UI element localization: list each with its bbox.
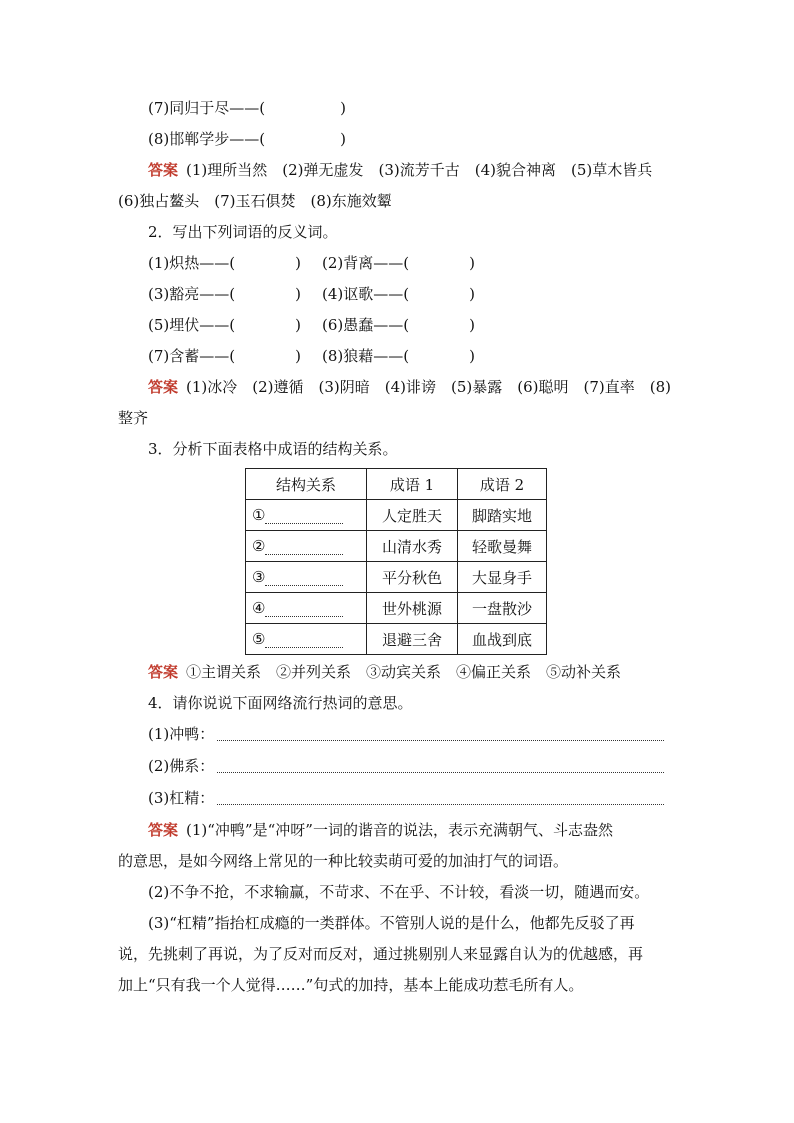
idiom-1-cell: 平分秋色 xyxy=(367,562,458,593)
row-number: ② xyxy=(252,537,266,555)
idiom-1-cell: 退避三舍 xyxy=(367,624,458,655)
q1-item-8: (8)邯郸学步——( ) xyxy=(148,130,346,148)
answer-blank[interactable] xyxy=(265,540,343,555)
row-number: ③ xyxy=(252,568,266,586)
q1-answer-text-1: (1)理所当然 (2)弹无虚发 (3)流芳千古 (4)貌合神离 (5)草木皆兵 xyxy=(186,161,653,179)
q4-answer-line-4: (3)“杠精”指抬杠成瘾的一类群体。不管别人说的是什么，他都先反驳了再 xyxy=(148,914,635,932)
header-idiom-2: 成语 2 xyxy=(458,469,547,500)
structure-cell[interactable] xyxy=(246,562,367,593)
q4-title: 4．请你说说下面网络流行热词的意思。 xyxy=(148,694,413,712)
table-header-row xyxy=(246,469,547,500)
answer-blank[interactable] xyxy=(265,602,343,617)
idiom-2-cell: 一盘散沙 xyxy=(458,593,547,624)
answer-blank[interactable] xyxy=(265,633,343,648)
q4-answer-line-1 xyxy=(148,820,613,840)
answer-label: 答案 xyxy=(148,821,179,839)
idiom-2-cell: 血战到底 xyxy=(458,624,547,655)
idiom-structure-table xyxy=(245,468,547,655)
q4-item-label-1: (1)冲鸭： xyxy=(148,725,215,743)
answer-label: 答案 xyxy=(148,161,179,179)
q1-answer-line-2: (6)独占鳌头 (7)玉石俱焚 (8)东施效颦 xyxy=(118,192,392,210)
answer-line-2[interactable] xyxy=(217,772,664,773)
q2-title: 2．写出下列词语的反义词。 xyxy=(148,223,338,241)
answer-line-1[interactable] xyxy=(217,740,664,741)
answer-label: 答案 xyxy=(148,378,179,396)
q4-answer-line-6: 加上“只有我一个人觉得……”句式的加持，基本上能成功惹毛所有人。 xyxy=(118,976,584,994)
table-row xyxy=(246,593,547,624)
q4-item-label-2: (2)佛系： xyxy=(148,757,215,775)
structure-cell[interactable] xyxy=(246,500,367,531)
q2-item-2: (2)背离——( ) xyxy=(322,254,475,272)
q2-answer-text-1: (1)冰冷 (2)遵循 (3)阴暗 (4)诽谤 (5)暴露 (6)聪明 (7)直率 (8) xyxy=(186,378,671,396)
structure-cell[interactable] xyxy=(246,531,367,562)
structure-cell[interactable] xyxy=(246,593,367,624)
q2-answer-line-2: 整齐 xyxy=(118,409,149,427)
q4-answer-line-5: 说，先挑刺了再说，为了反对而反对，通过挑剔别人来显露自认为的优越感，再 xyxy=(118,945,644,963)
idiom-1-cell: 世外桃源 xyxy=(367,593,458,624)
idiom-2-cell: 脚踏实地 xyxy=(458,500,547,531)
row-number: ⑤ xyxy=(252,630,266,648)
q3-answer-text: ①主谓关系 ②并列关系 ③动宾关系 ④偏正关系 ⑤动补关系 xyxy=(186,663,622,681)
q2-item-3: (3)豁亮——( ) xyxy=(148,285,301,303)
header-structure: 结构关系 xyxy=(246,469,367,500)
structure-cell[interactable] xyxy=(246,624,367,655)
q2-item-1: (1)炽热——( ) xyxy=(148,254,301,272)
header-idiom-1: 成语 1 xyxy=(367,469,458,500)
answer-blank[interactable] xyxy=(265,509,343,524)
q2-item-6: (6)愚蠢——( ) xyxy=(322,316,475,334)
q1-item-7: (7)同归于尽——( ) xyxy=(148,99,346,117)
q3-answer-line xyxy=(148,662,621,682)
idiom-1-cell: 人定胜天 xyxy=(367,500,458,531)
table-row xyxy=(246,624,547,655)
q2-item-5: (5)埋伏——( ) xyxy=(148,316,301,334)
q2-item-4: (4)讴歌——( ) xyxy=(322,285,475,303)
q4-item-label-3: (3)杠精： xyxy=(148,789,215,807)
answer-blank[interactable] xyxy=(265,571,343,586)
q2-item-8: (8)狼藉——( ) xyxy=(322,347,475,365)
table-row xyxy=(246,562,547,593)
table-row xyxy=(246,500,547,531)
q4-answer-line-2: 的意思，是如今网络上常见的一种比较卖萌可爱的加油打气的词语。 xyxy=(118,852,569,870)
row-number: ① xyxy=(252,506,266,524)
idiom-1-cell: 山清水秀 xyxy=(367,531,458,562)
q2-answer-line-1 xyxy=(148,377,671,397)
idiom-2-cell: 大显身手 xyxy=(458,562,547,593)
q1-answer-line-1 xyxy=(148,160,652,180)
row-number: ④ xyxy=(252,599,266,617)
q3-title: 3．分析下面表格中成语的结构关系。 xyxy=(148,440,398,458)
answer-label: 答案 xyxy=(148,663,179,681)
idiom-2-cell: 轻歌曼舞 xyxy=(458,531,547,562)
table-row xyxy=(246,531,547,562)
q2-item-7: (7)含蓄——( ) xyxy=(148,347,301,365)
q4-answer-line-3: (2)不争不抢，不求输赢，不苛求、不在乎、不计较，看淡一切，随遇而安。 xyxy=(148,883,650,901)
q4-answer-text-1: (1)“冲鸭”是“冲呀”一词的谐音的说法，表示充满朝气、斗志盎然 xyxy=(186,821,613,839)
answer-line-3[interactable] xyxy=(217,804,664,805)
